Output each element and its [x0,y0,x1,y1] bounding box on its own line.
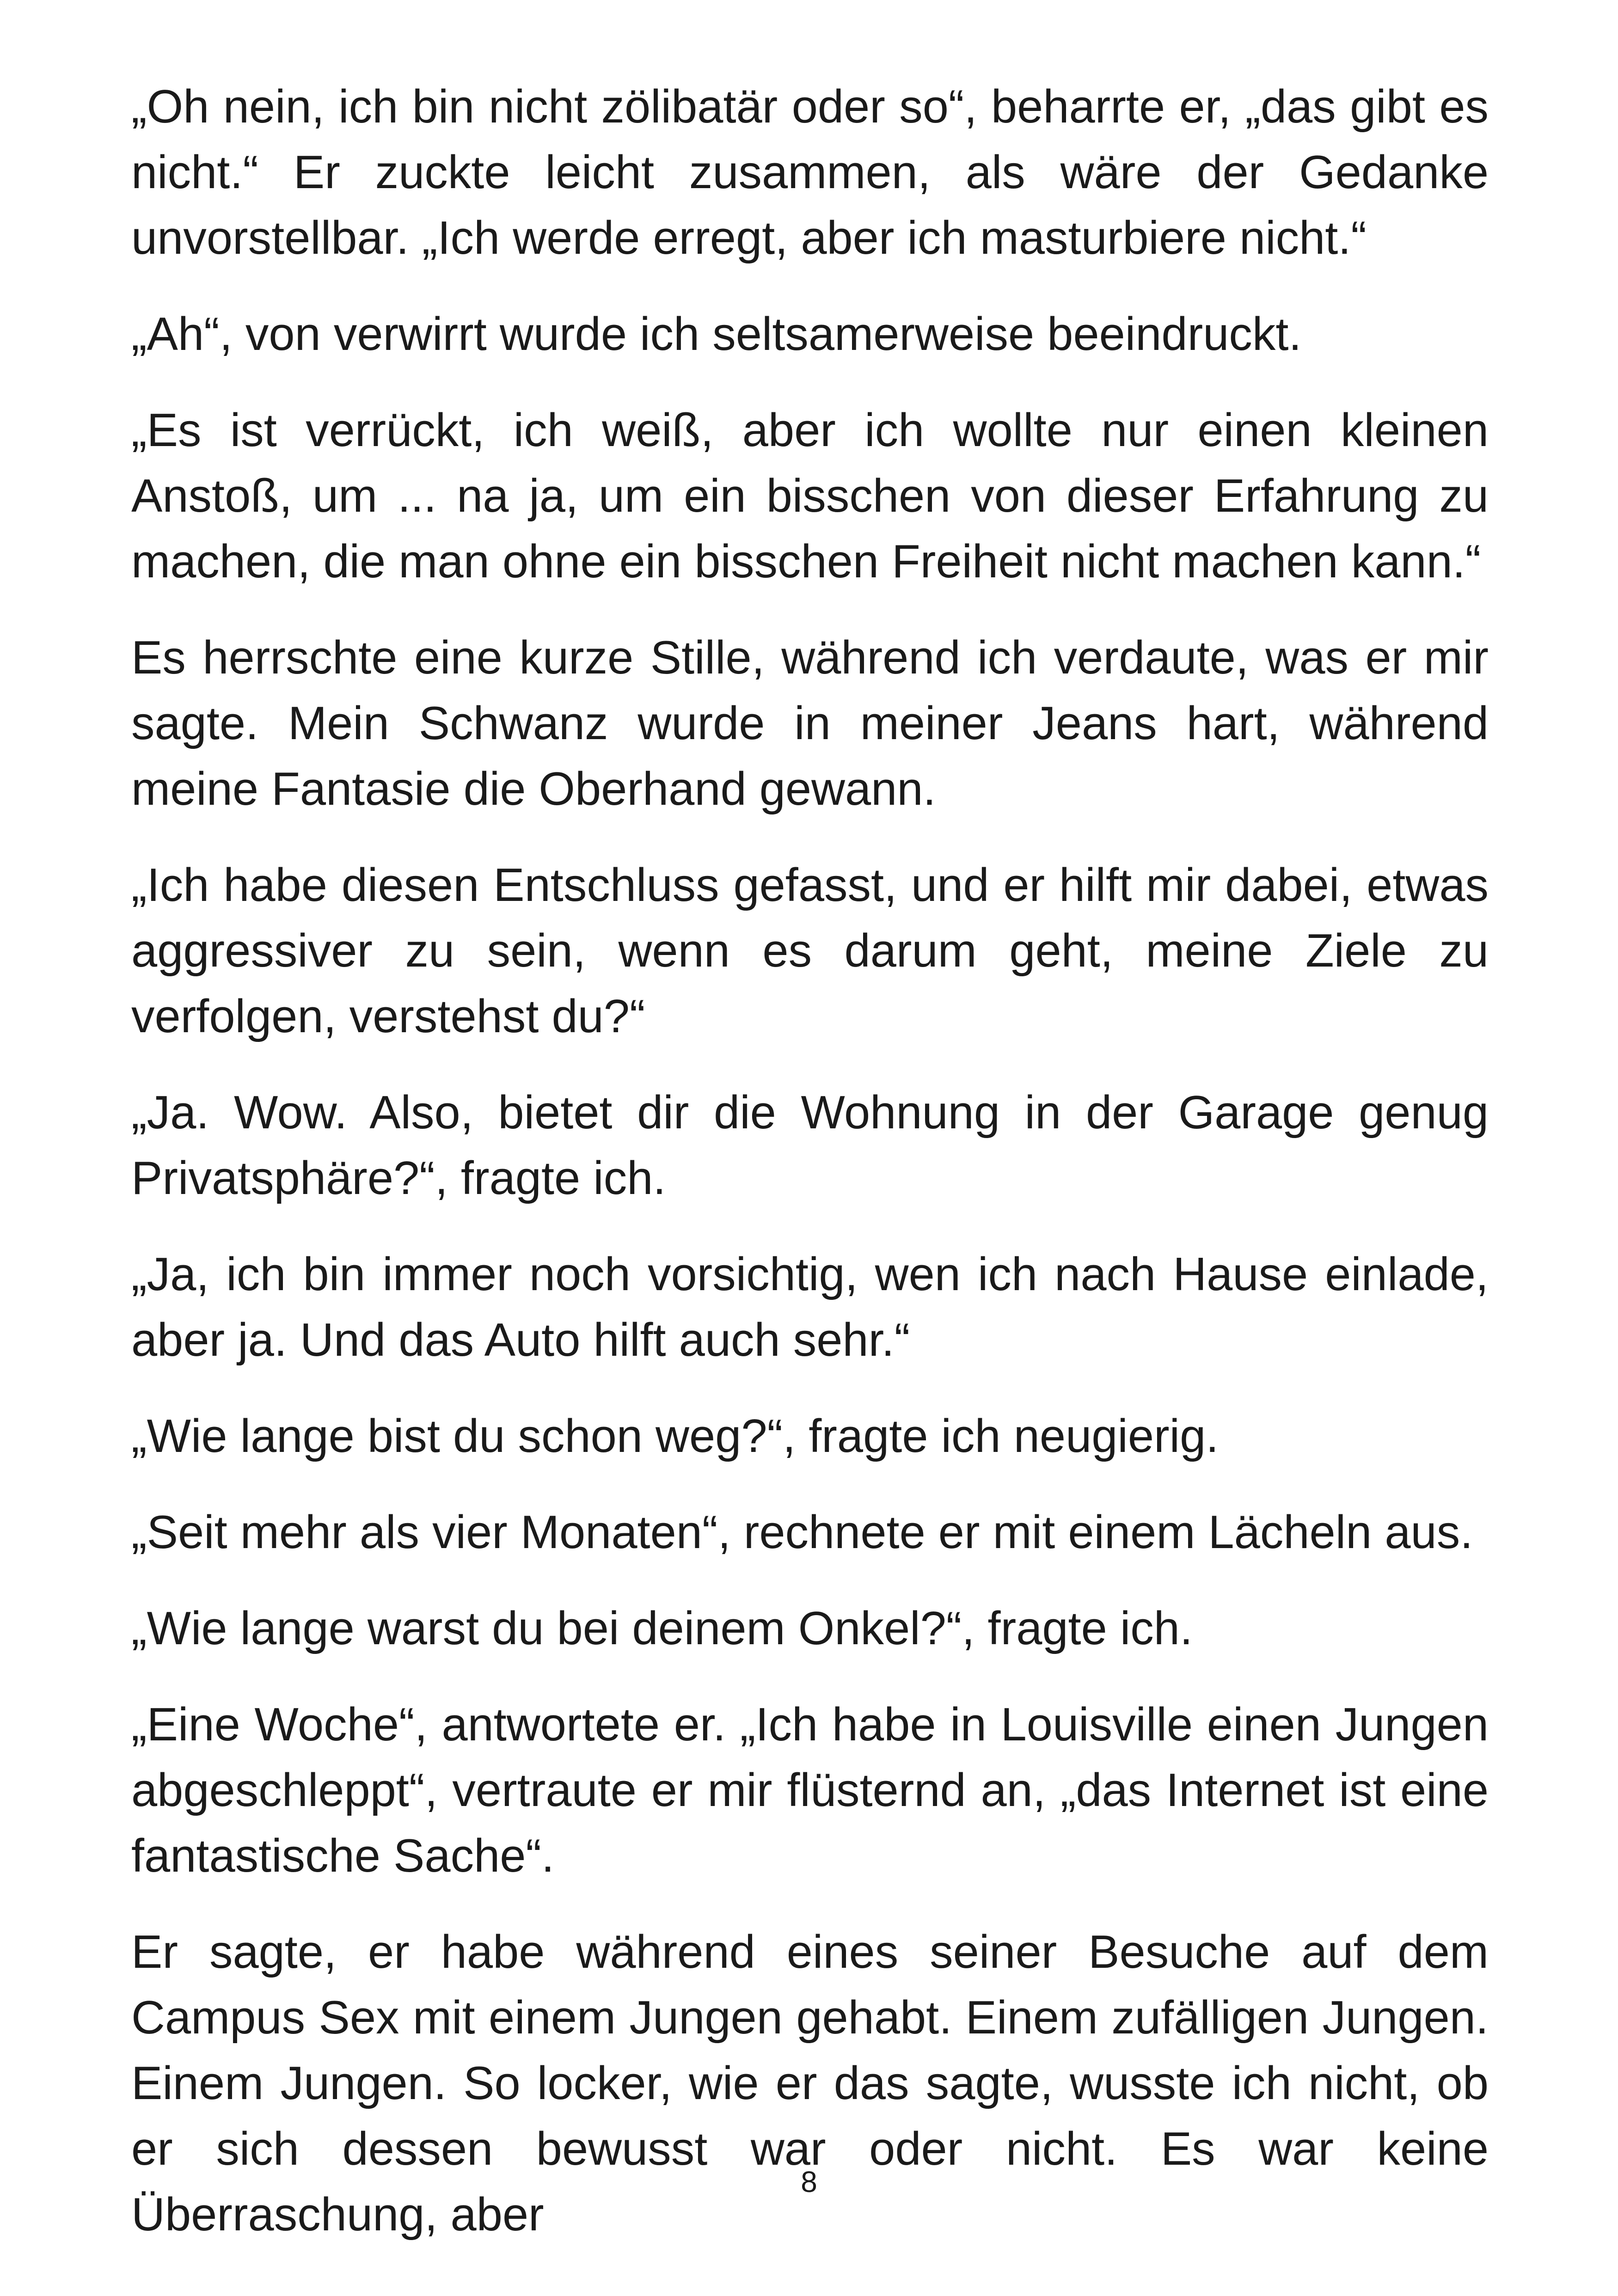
paragraph: „Wie lange bist du schon weg?“, fragte ich neugierig. [131,1410,1219,1462]
paragraph: „Wie lange warst du bei deinem Onkel?“, fragte ich. [131,1603,1193,1654]
body-text [131,74,1489,2278]
paragraph: „Eine Woche“, antwortete er. „Ich habe in Louisville einen Jungen abgeschleppt“, vertraute er mir flüsternd an, „das Internet ist eine fantastische Sache“. [131,1699,1489,1882]
paragraph: „Es ist verrückt, ich weiß, aber ich wollte nur einen kleinen Anstoß, um ... na ja, um ein bisschen von dieser Erfahrung zu machen, die man ohne ein bisschen Freiheit nicht machen kann.“ [131,404,1489,588]
paragraph: „Oh nein, ich bin nicht zölibatär oder so“, beharrte er, „das gibt es nicht.“ Er zuckte leicht zusammen, als wäre der Gedanke unvorstellbar. „Ich werde erregt, aber ich masturbiere nicht.“ [131,81,1489,264]
paragraph: „Seit mehr als vier Monaten“, rechnete er mit einem Lächeln aus. [131,1506,1473,1558]
paragraph: Es herrschte eine kurze Stille, während ich verdaute, was er mir sagte. Mein Schwanz wurde in meiner Jeans hart, während meine Fantasie die Oberhand gewann. [131,632,1489,815]
paragraph: Er sagte, er habe während eines seiner Besuche auf dem Campus Sex mit einem Jungen gehabt. Einem zufälligen Jungen. Einem Jungen. So locker, wie er das sagte, wusste ich nicht, ob er sich dessen bewusst war oder nicht. Es war keine Überraschung, aber [131,1926,1489,2241]
paragraph: „Ich habe diesen Entschluss gefasst, und er hilft mir dabei, etwas aggressiver zu sein, wenn es darum geht, meine Ziele zu verfolgen, verstehst du?“ [131,859,1489,1042]
page-number: 8 [801,2165,817,2198]
paragraph: „Ja. Wow. Also, bietet dir die Wohnung in der Garage genug Privatsphäre?“, fragte ich. [131,1087,1489,1204]
paragraph: „Ja, ich bin immer noch vorsichtig, wen ich nach Hause einlade, aber ja. Und das Auto hilft auch sehr.“ [131,1249,1489,1366]
paragraph: „Ah“, von verwirrt wurde ich seltsamerweise beeindruckt. [131,308,1302,360]
